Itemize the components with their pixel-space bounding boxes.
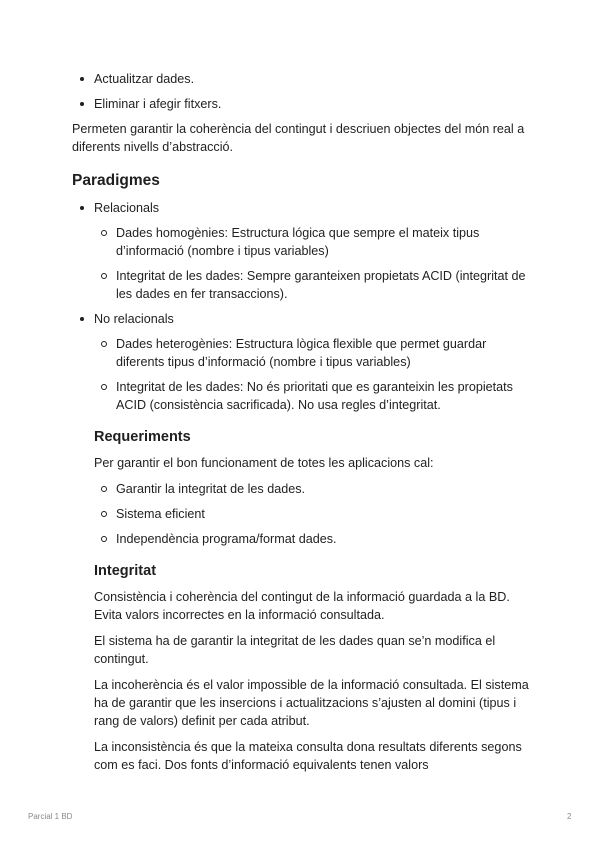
list-item-text: Relacionals <box>94 201 160 215</box>
page-content <box>72 70 532 782</box>
list-item-relacionals <box>72 199 532 217</box>
requeriments-intro: Per garantir el bon funcionament de totes les aplicacions cal: <box>94 456 434 470</box>
heading-requeriments: Requeriments <box>94 429 191 445</box>
list-item <box>72 480 532 498</box>
bullet-circle-icon <box>101 536 107 542</box>
footer-page-number: 2 <box>567 812 572 821</box>
integritat-paragraph: La inconsistència és que la mateixa consulta dona resultats diferents segons com es faci. Dos fonts d’informació equivalents tenen valors <box>94 740 522 772</box>
integritat-paragraph: El sistema ha de garantir la integritat de les dades quan se’n modifica el contingut. <box>94 634 496 666</box>
intro-paragraph: Permeten garantir la coherència del contingut i descriuen objectes del món real a diferents nivells d’abstracció. <box>72 122 525 154</box>
list-item <box>72 530 532 548</box>
list-item-text: Integritat de les dades: Sempre garanteixen propietats ACID (integritat de les dades en fer transaccions). <box>116 269 526 301</box>
list-item-text: No relacionals <box>94 312 174 326</box>
list-item <box>72 505 532 523</box>
bullet-circle-icon <box>101 230 107 236</box>
list-item-text: Dades heterogènies: Estructura lògica flexible que permet guardar diferents tipus d’informació (nombre i tipus variables) <box>116 337 487 369</box>
list-item <box>72 335 532 371</box>
paradigmes-list <box>72 199 532 414</box>
integritat-paragraph: Consistència i coherència del contingut de la informació guardada a la BD. Evita valors incorrectes en la informació consultada. <box>94 590 510 622</box>
bullet-circle-icon <box>101 511 107 517</box>
integritat-paragraph: La incoherència és el valor impossible de la informació consultada. El sistema ha de garantir que les insercions i actualitzacions s’ajusten al domini (tipus i rang de valors) definit per cada atribut. <box>94 678 529 728</box>
list-item-text: Eliminar i afegir fitxers. <box>94 97 222 111</box>
bullet-circle-icon <box>101 486 107 492</box>
list-item <box>72 224 532 260</box>
bullet-circle-icon <box>101 341 107 347</box>
requeriments-list <box>72 480 532 548</box>
list-item-text: Garantir la integritat de les dades. <box>116 482 306 496</box>
bullet-circle-icon <box>101 384 107 390</box>
list-item <box>72 378 532 414</box>
list-item <box>72 267 532 303</box>
heading-integritat: Integritat <box>94 563 157 579</box>
list-item-text: Actualitzar dades. <box>94 72 195 86</box>
list-item-text: Independència programa/format dades. <box>116 532 337 546</box>
list-item-no-relacionals <box>72 310 532 328</box>
list-item <box>72 95 532 113</box>
list-item-text: Dades homogènies: Estructura lógica que sempre el mateix tipus d’informació (nombre i tipus variables) <box>116 226 480 258</box>
heading-paradigmes: Paradigmes <box>72 172 160 189</box>
bullet-disc-icon <box>80 317 84 321</box>
bullet-disc-icon <box>80 102 84 106</box>
list-item-text: Integritat de les dades: No és prioritati que es garanteixin les propietats ACID (consistència sacrificada). No usa regles d’integritat. <box>116 380 513 412</box>
list-item-text: Sistema eficient <box>116 507 205 521</box>
list-item <box>72 70 532 88</box>
intro-bullet-list <box>72 70 532 113</box>
footer-document-title: Parcial 1 BD <box>28 812 73 821</box>
bullet-circle-icon <box>101 273 107 279</box>
bullet-disc-icon <box>80 206 84 210</box>
bullet-disc-icon <box>80 77 84 81</box>
